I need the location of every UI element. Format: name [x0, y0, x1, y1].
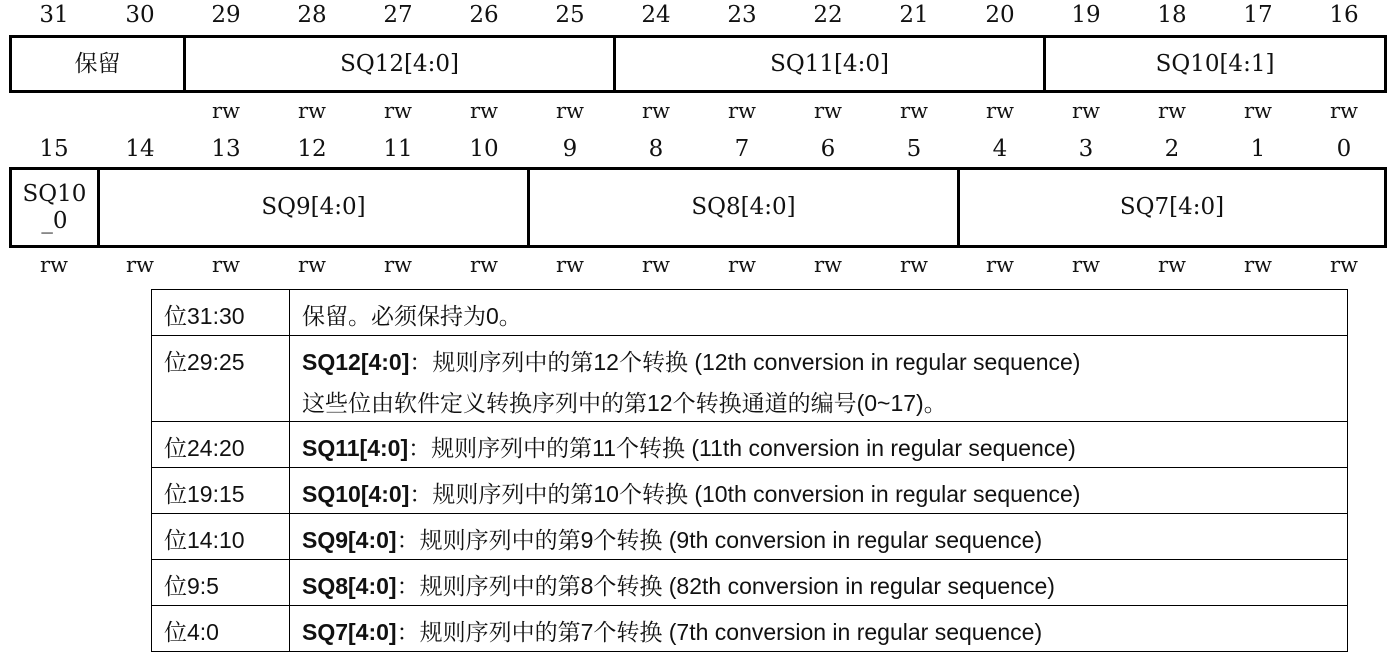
- bit-number: 8: [648, 136, 664, 162]
- bit-number: 31: [39, 2, 69, 28]
- bit-number: 30: [125, 2, 155, 28]
- bits-cell: 位31:30: [152, 290, 290, 336]
- description-text: ：规则序列中的第12个转换 (12th conversion in regular sequence): [409, 349, 1081, 375]
- access-label: rw: [383, 99, 412, 123]
- bottom-bit-numbers: [0, 136, 1394, 166]
- bit-number: 4: [992, 136, 1008, 162]
- bit-number: 20: [985, 2, 1015, 28]
- access-label: rw: [211, 253, 240, 277]
- access-label: rw: [297, 253, 326, 277]
- table-row: [152, 606, 1348, 652]
- field-sq12: SQ12[4:0]: [183, 38, 613, 90]
- table-row: [152, 514, 1348, 560]
- access-label: rw: [469, 99, 498, 123]
- description-text: ：规则序列中的第9个转换 (9th conversion in regular sequence): [396, 527, 1043, 553]
- description-text: 保留。必须保持为0。: [302, 303, 522, 329]
- access-label: rw: [39, 253, 68, 277]
- table-row: [152, 468, 1348, 514]
- access-label: rw: [555, 99, 584, 123]
- access-label: rw: [1071, 99, 1100, 123]
- bit-number: 11: [383, 136, 413, 162]
- description-text: ：规则序列中的第11个转换 (11th conversion in regular sequence): [408, 435, 1076, 461]
- bits-cell: 位29:25: [152, 336, 290, 422]
- bit-number: 2: [1164, 136, 1180, 162]
- description-text: ：规则序列中的第7个转换 (7th conversion in regular sequence): [396, 619, 1043, 645]
- access-label: rw: [899, 253, 928, 277]
- field-sq7: SQ7[4:0]: [957, 170, 1384, 245]
- bits-cell: 位19:15: [152, 468, 290, 514]
- register-low-half: [9, 167, 1387, 248]
- description-cell: [290, 560, 1348, 606]
- table-row: [152, 560, 1348, 606]
- access-label: rw: [985, 253, 1014, 277]
- description-extra: 这些位由软件定义转换序列中的第12个转换通道的编号(0~17)。: [302, 390, 947, 416]
- access-label: rw: [383, 253, 412, 277]
- table-row: [152, 422, 1348, 468]
- bits-cell: 位9:5: [152, 560, 290, 606]
- bit-number: 10: [469, 136, 499, 162]
- access-label: rw: [727, 253, 756, 277]
- bit-number: 9: [562, 136, 578, 162]
- description-cell: [290, 422, 1348, 468]
- field-sq10-high: SQ10[4:1]: [1043, 38, 1384, 90]
- bit-number: 3: [1078, 136, 1094, 162]
- field-sq11: SQ11[4:0]: [613, 38, 1043, 90]
- access-label: rw: [727, 99, 756, 123]
- field-name: SQ11[4:0]: [302, 435, 409, 461]
- bit-number: 14: [125, 136, 155, 162]
- access-label: rw: [1157, 99, 1186, 123]
- bit-number: 23: [727, 2, 757, 28]
- bit-number: 17: [1243, 2, 1273, 28]
- top-bit-numbers: [0, 2, 1394, 32]
- description-cell: [290, 514, 1348, 560]
- bit-number: 12: [297, 136, 327, 162]
- access-label: rw: [985, 99, 1014, 123]
- bit-number: 7: [734, 136, 750, 162]
- access-label: rw: [1071, 253, 1100, 277]
- field-sq8: SQ8[4:0]: [527, 170, 957, 245]
- access-label: rw: [641, 253, 670, 277]
- access-label: rw: [125, 253, 154, 277]
- bit-number: 27: [383, 2, 413, 28]
- description-text: ：规则序列中的第10个转换 (10th conversion in regular sequence): [409, 481, 1081, 507]
- access-label: rw: [1243, 99, 1272, 123]
- access-label: rw: [813, 253, 842, 277]
- bit-number: 1: [1250, 136, 1266, 162]
- bits-cell: 位24:20: [152, 422, 290, 468]
- access-label: rw: [899, 99, 928, 123]
- bottom-access-row: [0, 253, 1394, 283]
- description-cell: [290, 336, 1348, 422]
- bit-number: 29: [211, 2, 241, 28]
- field-name: SQ10[4:0]: [302, 481, 410, 507]
- access-label: rw: [1157, 253, 1186, 277]
- bit-number: 15: [39, 136, 69, 162]
- table-row: [152, 336, 1348, 422]
- bit-number: 22: [813, 2, 843, 28]
- bit-number: 21: [899, 2, 929, 28]
- description-cell: [290, 606, 1348, 652]
- bit-number: 26: [469, 2, 499, 28]
- access-label: rw: [469, 253, 498, 277]
- field-reserved: 保留: [74, 50, 121, 77]
- bits-cell: 位4:0: [152, 606, 290, 652]
- table-row: [152, 290, 1348, 336]
- access-label: rw: [1329, 99, 1358, 123]
- bit-number: 6: [820, 136, 836, 162]
- field-sq10-bit0: SQ10 _0: [22, 181, 87, 234]
- access-label: rw: [211, 99, 240, 123]
- bits-cell: 位14:10: [152, 514, 290, 560]
- field-name: SQ8[4:0]: [302, 573, 397, 599]
- description-text: ：规则序列中的第8个转换 (82th conversion in regular sequence): [396, 573, 1055, 599]
- field-name: SQ7[4:0]: [302, 619, 397, 645]
- access-label: rw: [297, 99, 326, 123]
- field-sq9: SQ9[4:0]: [97, 170, 527, 245]
- register-high-half: [9, 35, 1387, 93]
- description-cell: [290, 290, 1348, 336]
- top-access-row: [0, 99, 1394, 129]
- access-label: rw: [813, 99, 842, 123]
- field-name: SQ12[4:0]: [302, 349, 410, 375]
- bit-number: 16: [1329, 2, 1359, 28]
- bit-number: 18: [1157, 2, 1187, 28]
- bit-description-table: [151, 289, 1348, 652]
- access-label: rw: [641, 99, 670, 123]
- bit-number: 19: [1071, 2, 1101, 28]
- field-name: SQ9[4:0]: [302, 527, 397, 553]
- bit-number: 0: [1336, 136, 1352, 162]
- description-cell: [290, 468, 1348, 514]
- bit-number: 25: [555, 2, 585, 28]
- bit-number: 13: [211, 136, 241, 162]
- access-label: rw: [555, 253, 584, 277]
- bit-number: 28: [297, 2, 327, 28]
- access-label: rw: [1243, 253, 1272, 277]
- bit-number: 5: [906, 136, 922, 162]
- bit-number: 24: [641, 2, 671, 28]
- access-label: rw: [1329, 253, 1358, 277]
